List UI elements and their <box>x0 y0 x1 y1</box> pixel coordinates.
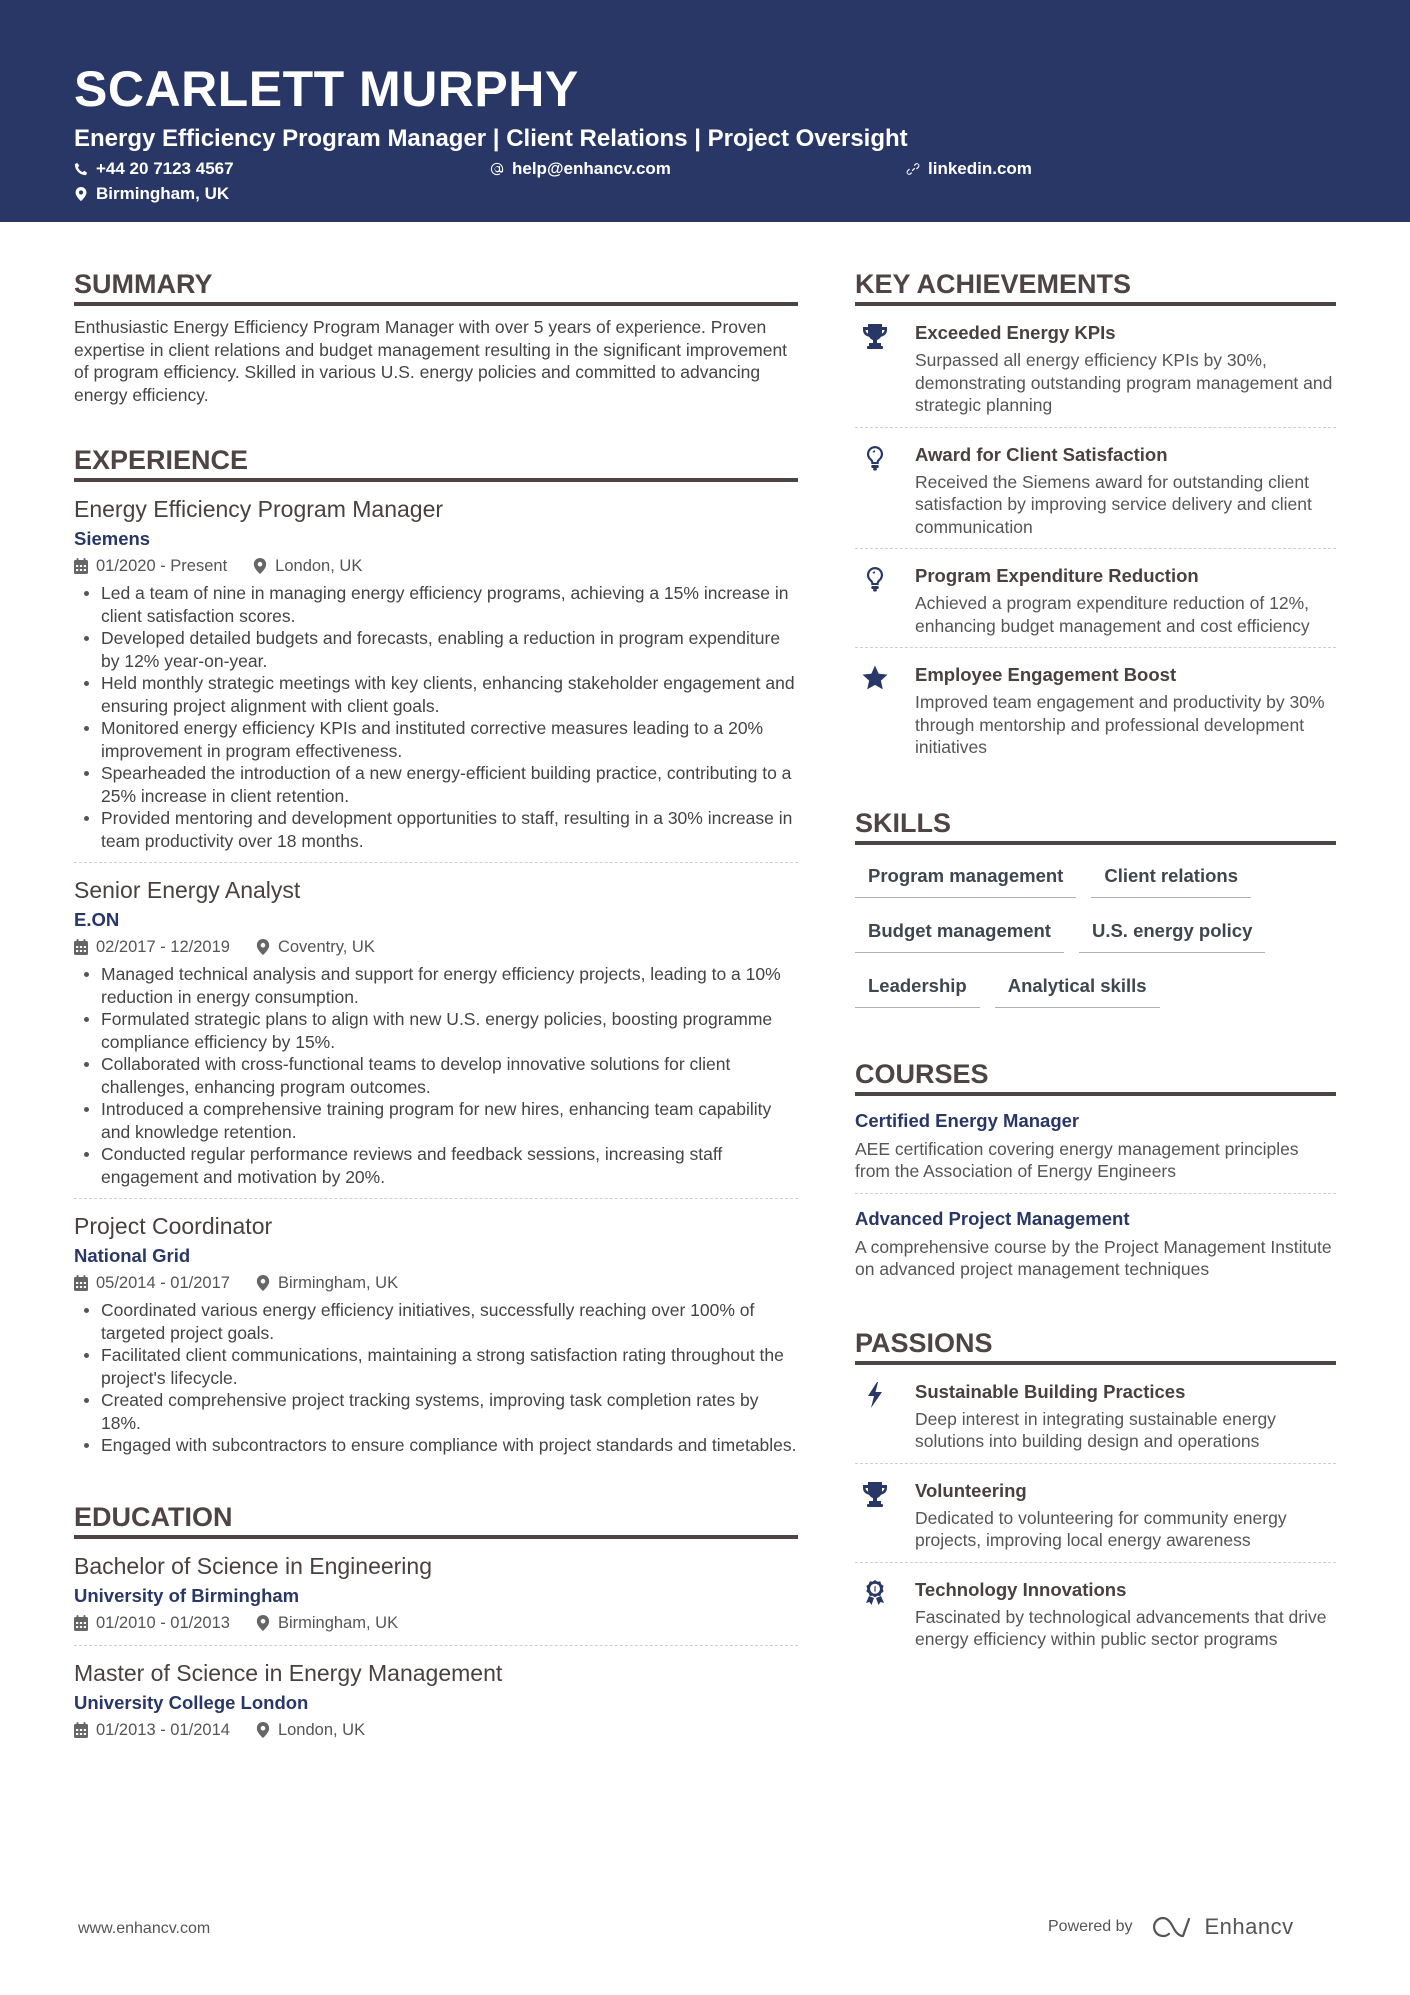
section-title-courses: COURSES <box>855 1058 1336 1096</box>
course-entry <box>855 1194 1336 1291</box>
course-title: Certified Energy Manager <box>855 1109 1080 1131</box>
bullet-item: Spearheaded the introduction of a new energy-efficient building practice, contributing to a 25% increase in client retention. <box>74 762 798 807</box>
skill-tag: Analytical skills <box>995 967 1160 1008</box>
bullet-item: Managed technical analysis and support for energy efficiency projects, leading to a 10% reduction in energy consumption. <box>74 963 798 1008</box>
bullet-item: Facilitated client communications, maintaining a strong satisfaction rating throughout the project's lifecycle. <box>74 1344 798 1389</box>
candidate-tagline: Energy Efficiency Program Manager | Client Relations | Project Oversight <box>74 125 908 152</box>
item-description: Improved team engagement and productivity by 30% through mentorship and professional development initiatives <box>915 692 1325 757</box>
job-bullets <box>74 582 798 852</box>
meta-row <box>74 935 798 959</box>
award-ribbon-icon <box>855 1577 915 1651</box>
date-range <box>74 554 227 578</box>
job-entry <box>74 482 798 863</box>
bullet-item: Engaged with subcontractors to ensure compliance with project standards and timetables. <box>74 1434 798 1457</box>
location-pin-icon <box>256 939 270 955</box>
location-pin-icon <box>74 187 88 201</box>
location-pin-icon <box>256 1275 270 1291</box>
item-description: Deep interest in integrating sustainable energy solutions into building design and operations <box>915 1408 1276 1451</box>
achievement-item <box>855 549 1336 648</box>
passions-section <box>855 1327 1336 1661</box>
date-text: 01/2013 - 01/2014 <box>96 1720 230 1739</box>
calendar-icon <box>74 1722 88 1738</box>
bullet-item: Introduced a comprehensive training program for new hires, enhancing team capability and knowledge retention. <box>74 1098 798 1143</box>
location-text: London, UK <box>275 557 363 575</box>
at-icon <box>490 162 504 176</box>
meta-row <box>74 554 798 578</box>
achievement-item <box>855 306 1336 428</box>
enhancv-logo-icon <box>1149 1915 1195 1939</box>
bullet-item: Formulated strategic plans to align with new U.S. energy policies, boosting programme compliance efficiency by 15%. <box>74 1008 798 1053</box>
enhancv-logo[interactable] <box>1149 1914 1294 1940</box>
passion-item <box>855 1563 1336 1661</box>
courses-section <box>855 1058 1336 1291</box>
resume-header <box>0 0 1410 222</box>
company-name: Siemens <box>74 528 151 549</box>
item-title: Volunteering <box>915 1479 1027 1501</box>
degree-title: Bachelor of Science in Engineering <box>74 1552 433 1579</box>
item-description: Fascinated by technological advancements that drive energy efficiency within public sector programs <box>915 1606 1327 1649</box>
location <box>256 1611 398 1635</box>
contact-phone <box>74 158 234 180</box>
phone-icon <box>74 162 88 176</box>
bullet-item: Coordinated various energy efficiency initiatives, successfully reaching over 100% of targeted project goals. <box>74 1299 798 1344</box>
item-body <box>915 1379 1336 1453</box>
education-entry <box>74 1539 798 1646</box>
location <box>256 1271 398 1295</box>
experience-list <box>74 482 798 1467</box>
achievement-item <box>855 648 1336 769</box>
item-title: Exceeded Energy KPIs <box>915 322 1116 343</box>
job-bullets <box>74 1299 798 1457</box>
course-entry <box>855 1096 1336 1194</box>
courses-list <box>855 1096 1336 1291</box>
item-body <box>915 1478 1336 1552</box>
phone-number: +44 20 7123 4567 <box>96 159 234 178</box>
star-icon <box>855 662 915 759</box>
item-title: Program Expenditure Reduction <box>915 565 1199 586</box>
item-description: Received the Siemens award for outstanding client satisfaction by improving service delivery and client communication <box>915 471 1312 537</box>
item-body <box>915 1577 1336 1651</box>
date-range <box>74 935 230 959</box>
summary-text: Enthusiastic Energy Efficiency Program Manager with over 5 years of experience. Proven expertise in client relations and budget management resulting in the significant improvement of program efficiency. Skilled in various U.S. energy policies and committed to advancing energy efficiency. <box>74 317 788 405</box>
date-text: 05/2014 - 01/2017 <box>96 1274 230 1292</box>
achievement-item <box>855 428 1336 550</box>
contact-location <box>74 183 229 205</box>
lightbulb-icon <box>855 442 915 539</box>
passion-item <box>855 1365 1336 1464</box>
item-description: Surpassed all energy efficiency KPIs by 30%, demonstrating outstanding program management and strategic planning <box>915 350 1333 415</box>
achievements-list <box>855 306 1336 769</box>
location <box>256 935 375 959</box>
contact-email[interactable] <box>490 158 671 180</box>
meta-row <box>74 1611 798 1635</box>
date-range <box>74 1611 230 1635</box>
section-title-passions: PASSIONS <box>855 1327 1336 1365</box>
section-title-skills: SKILLS <box>855 807 1336 845</box>
job-title: Energy Efficiency Program Manager <box>74 496 444 522</box>
degree-title: Master of Science in Energy Management <box>74 1659 503 1686</box>
brand-name: Enhancv <box>1204 1914 1294 1939</box>
trophy-icon <box>855 320 915 417</box>
company-name: E.ON <box>74 909 120 930</box>
bullet-item: Provided mentoring and development opportunities to staff, resulting in a 30% increase in team productivity over 18 months. <box>74 807 798 852</box>
date-range <box>74 1271 230 1295</box>
candidate-name: SCARLETT MURPHY <box>74 61 579 117</box>
school-name: University of Birmingham <box>74 1584 300 1606</box>
left-column <box>74 268 798 1752</box>
bullet-item: Monitored energy efficiency KPIs and instituted corrective measures leading to a 20% improvement in program effectiveness. <box>74 717 798 762</box>
contact-info <box>74 158 1410 212</box>
education-entry <box>74 1646 798 1752</box>
course-title: Advanced Project Management <box>855 1207 1130 1229</box>
calendar-icon <box>74 939 88 955</box>
calendar-icon <box>74 558 88 574</box>
trophy-icon <box>855 1478 915 1552</box>
date-text: 01/2020 - Present <box>96 557 228 575</box>
calendar-icon <box>74 1275 88 1291</box>
school-name: University College London <box>74 1691 309 1713</box>
section-title-achievements: KEY ACHIEVEMENTS <box>855 268 1336 306</box>
job-bullets <box>74 963 798 1188</box>
location-text: London, UK <box>277 1720 366 1739</box>
item-description: Dedicated to volunteering for community energy projects, improving local energy awareness <box>915 1507 1287 1550</box>
bullet-item: Led a team of nine in managing energy efficiency programs, achieving a 15% increase in client satisfaction scores. <box>74 582 798 627</box>
email-address: help@enhancv.com <box>512 159 671 178</box>
contact-website[interactable] <box>906 158 1032 180</box>
experience-section <box>74 444 798 1467</box>
date-range <box>74 1718 230 1742</box>
powered-by-label: Powered by <box>1048 1918 1133 1935</box>
item-body <box>915 442 1336 539</box>
item-description: Achieved a program expenditure reduction of 12%, enhancing budget management and cost efficiency <box>915 593 1310 636</box>
education-list <box>74 1539 798 1752</box>
passion-item <box>855 1464 1336 1563</box>
bullet-item: Held monthly strategic meetings with key clients, enhancing stakeholder engagement and ensuring project alignment with client goals. <box>74 672 798 717</box>
lightning-icon <box>855 1379 915 1453</box>
achievements-section <box>855 268 1336 769</box>
section-title-summary: SUMMARY <box>74 268 798 306</box>
summary-section <box>74 268 798 406</box>
right-column <box>855 268 1336 1661</box>
bullet-item: Conducted regular performance reviews and feedback sessions, increasing staff engagement and motivation by 20%. <box>74 1143 798 1188</box>
item-body <box>915 662 1336 759</box>
skill-tag: Budget management <box>855 912 1064 953</box>
skill-tag: Client relations <box>1091 857 1251 898</box>
location-text: Birmingham, UK <box>96 184 230 203</box>
skill-tag: Program management <box>855 857 1076 898</box>
date-text: 01/2010 - 01/2013 <box>96 1613 230 1632</box>
section-title-education: EDUCATION <box>74 1501 798 1539</box>
date-text: 02/2017 - 12/2019 <box>96 938 230 956</box>
course-description: A comprehensive course by the Project Management Institute on advanced project management techniques <box>855 1236 1332 1279</box>
bullet-item: Developed detailed budgets and forecasts, enabling a reduction in program expenditure by 12% year-on-year. <box>74 627 798 672</box>
company-name: National Grid <box>74 1245 191 1266</box>
skill-tag: Leadership <box>855 967 980 1008</box>
footer-powered-by <box>1048 1914 1294 1940</box>
item-title: Sustainable Building Practices <box>915 1380 1186 1402</box>
skills-section <box>855 807 1336 1022</box>
location-pin-icon <box>253 558 267 574</box>
website-link: linkedin.com <box>928 159 1032 178</box>
item-body <box>915 320 1336 417</box>
passions-list <box>855 1365 1336 1661</box>
footer-website[interactable]: www.enhancv.com <box>78 1920 211 1937</box>
item-body <box>915 563 1336 637</box>
location <box>253 554 362 578</box>
location-pin-icon <box>256 1722 270 1738</box>
item-title: Award for Client Satisfaction <box>915 443 1168 465</box>
item-title: Employee Engagement Boost <box>915 664 1177 685</box>
job-entry <box>74 863 798 1199</box>
calendar-icon <box>74 1615 88 1631</box>
meta-row <box>74 1718 798 1742</box>
location-text: Birmingham, UK <box>277 1274 399 1292</box>
lightbulb-icon <box>855 563 915 637</box>
job-entry <box>74 1199 798 1467</box>
location <box>256 1718 365 1742</box>
item-title: Technology Innovations <box>915 1578 1127 1600</box>
meta-row <box>74 1271 798 1295</box>
skill-tag: U.S. energy policy <box>1079 912 1265 953</box>
location-pin-icon <box>256 1615 270 1631</box>
link-icon <box>906 162 920 176</box>
education-section <box>74 1501 798 1752</box>
section-title-experience: EXPERIENCE <box>74 444 798 482</box>
location-text: Coventry, UK <box>277 938 375 956</box>
job-title: Project Coordinator <box>74 1213 273 1239</box>
skills-list <box>855 857 1336 1022</box>
bullet-item: Created comprehensive project tracking systems, improving task completion rates by 18%. <box>74 1389 798 1434</box>
location-text: Birmingham, UK <box>277 1613 399 1632</box>
course-description: AEE certification covering energy management principles from the Association of Energy Engineers <box>855 1138 1299 1181</box>
bullet-item: Collaborated with cross-functional teams to develop innovative solutions for client challenges, enhancing program outcomes. <box>74 1053 798 1098</box>
job-title: Senior Energy Analyst <box>74 877 301 903</box>
